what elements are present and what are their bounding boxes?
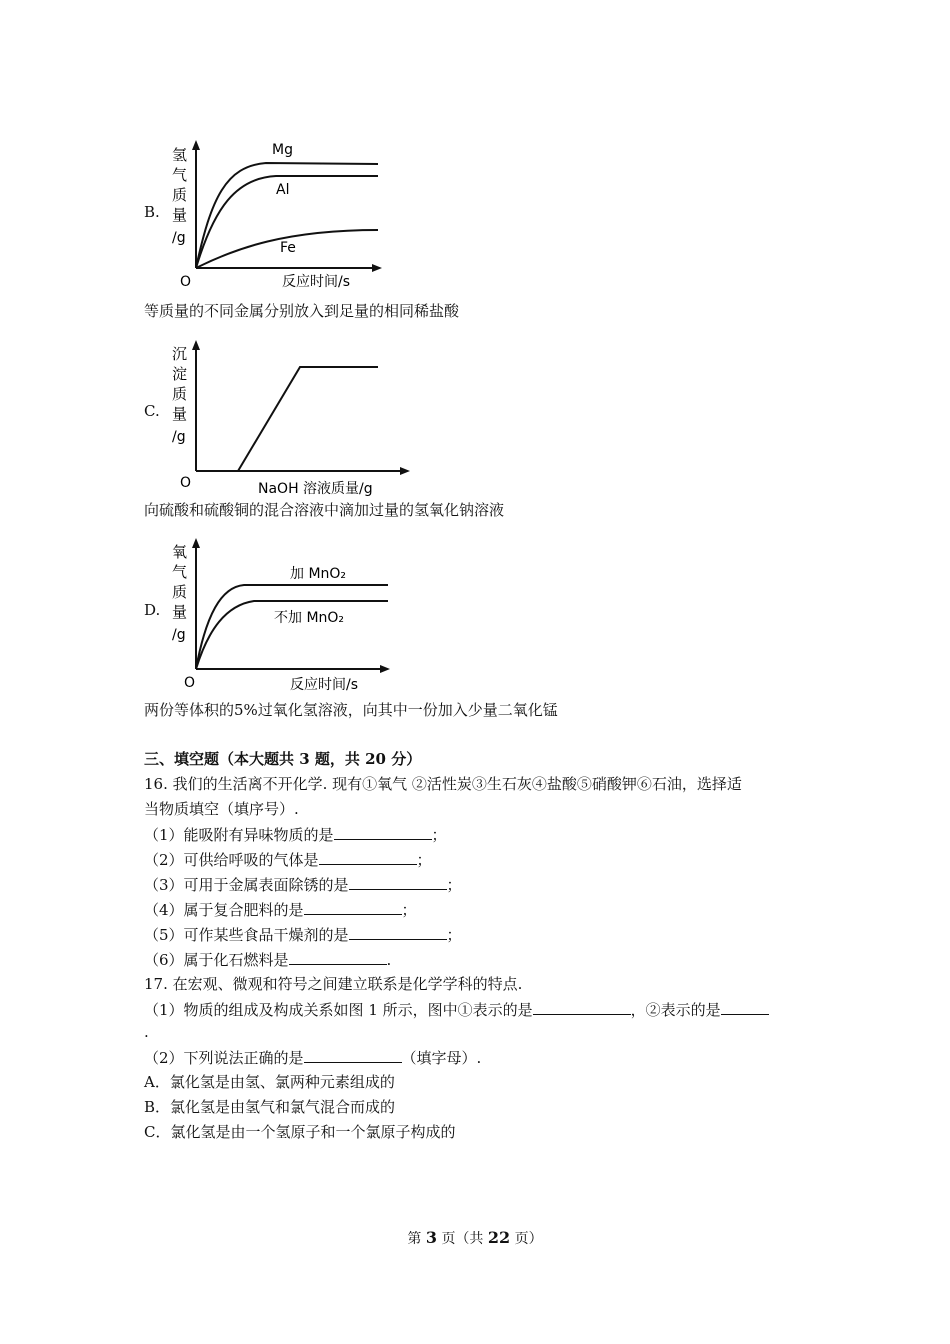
footer-pre: 第 xyxy=(407,1231,422,1247)
answer-blank[interactable] xyxy=(319,849,417,865)
ylabel-b-4: /g xyxy=(172,230,186,246)
xlabel-d: 反应时间/s xyxy=(290,677,359,693)
ylabel-c-0: 沉 xyxy=(172,345,188,363)
q16-item-6-end: . xyxy=(386,951,392,969)
ylabel-c-2: 质 xyxy=(172,385,188,403)
xlabel-b: 反应时间/s xyxy=(282,274,351,290)
x-arrow-b xyxy=(372,264,382,272)
ylabel-c-4: /g xyxy=(172,429,186,445)
x-arrow-d xyxy=(380,665,390,673)
answer-blank[interactable] xyxy=(304,899,402,915)
q17-line1: 17. 在宏观、微观和符号之间建立联系是化学学科的特点. xyxy=(144,975,523,993)
ylabel-c-3: 量 xyxy=(172,405,188,423)
q16-item-2-text: （2）可供给呼吸的气体是 xyxy=(144,851,319,869)
ylabel-d-1: 气 xyxy=(172,563,188,581)
caption-c: 向硫酸和硫酸铜的混合溶液中滴加过量的氢氧化钠溶液 xyxy=(144,501,505,519)
q16-item-2-end: ； xyxy=(416,851,432,869)
q17-option-b: B．氯化氢是由氢气和氯气混合而成的 xyxy=(144,1098,396,1116)
q16-item-4-end: ； xyxy=(401,901,417,919)
footer-post: 页） xyxy=(514,1231,543,1247)
q16-item-1-end: ； xyxy=(431,826,447,844)
q16-item-4-text: （4）属于复合肥料的是 xyxy=(144,901,304,919)
ylabel-d-0: 氧 xyxy=(172,543,188,561)
q16-item-2 xyxy=(144,849,432,870)
footer-total-pages: 22 xyxy=(487,1228,511,1247)
q16-item-4 xyxy=(144,899,417,920)
ylabel-b-1: 气 xyxy=(172,166,188,184)
footer-page-number: 3 xyxy=(425,1228,437,1247)
q17-part1-b: ，②表示的是 xyxy=(630,1001,721,1019)
q16-item-5-text: （5）可作某些食品干燥剂的是 xyxy=(144,926,349,944)
ylabel-c-1: 淀 xyxy=(172,365,188,383)
answer-blank[interactable] xyxy=(289,949,387,965)
origin-d: O xyxy=(184,675,196,691)
ylabel-b-0: 氢 xyxy=(172,146,188,164)
curve-label-without: 不加 MnO₂ xyxy=(274,610,345,626)
curve-label-al: Al xyxy=(276,182,290,198)
curve-label-fe: Fe xyxy=(280,240,296,256)
q16-line1: 16. 我们的生活离不开化学. 现有①氧气 ②活性炭③生石灰④盐酸⑤硝酸钾⑥石油，选择适 xyxy=(144,775,742,793)
curve-label-with: 加 MnO₂ xyxy=(290,566,347,582)
origin-b: O xyxy=(180,274,192,290)
section-heading: 三、填空题（本大题共 3 题，共 20 分） xyxy=(144,750,422,768)
answer-blank[interactable] xyxy=(349,874,447,890)
q16-item-1-text: （1）能吸附有异味物质的是 xyxy=(144,826,334,844)
y-arrow-b xyxy=(192,140,200,150)
q16-item-1 xyxy=(144,824,447,845)
q16-item-6 xyxy=(144,949,391,970)
q16-item-5-end: ； xyxy=(446,926,462,944)
option-letter-b: B. xyxy=(144,203,160,221)
q16-item-3-text: （3）可用于金属表面除锈的是 xyxy=(144,876,349,894)
y-arrow-d xyxy=(192,538,200,548)
ylabel-b-2: 质 xyxy=(172,186,188,204)
curve-precipitate xyxy=(238,367,378,471)
answer-blank[interactable] xyxy=(349,924,447,940)
option-letter-d: D. xyxy=(144,601,161,619)
q16-line2: 当物质填空（填序号）. xyxy=(144,800,299,818)
ylabel-d-2: 质 xyxy=(172,583,188,601)
figure-c xyxy=(166,337,416,503)
q16-item-3 xyxy=(144,874,462,895)
q17-part1-end: . xyxy=(144,1023,149,1041)
q17-part1 xyxy=(144,999,769,1020)
ylabel-d-4: /g xyxy=(172,627,186,643)
figure-d xyxy=(166,535,396,699)
xlabel-c: NaOH 溶液质量/g xyxy=(258,481,373,497)
q16-item-6-text: （6）属于化石燃料是 xyxy=(144,951,289,969)
q17-part2 xyxy=(144,1047,481,1068)
origin-c: O xyxy=(180,475,192,491)
y-arrow-c xyxy=(192,340,200,350)
q16-item-3-end: ； xyxy=(446,876,462,894)
option-letter-c: C. xyxy=(144,402,160,420)
answer-blank[interactable] xyxy=(334,824,432,840)
caption-d: 两份等体积的5%过氧化氢溶液，向其中一份加入少量二氧化锰 xyxy=(144,701,558,719)
curve-label-mg: Mg xyxy=(272,142,293,158)
answer-blank[interactable] xyxy=(533,999,631,1015)
figure-b xyxy=(166,138,386,294)
answer-blank[interactable] xyxy=(304,1047,402,1063)
ylabel-b-3: 量 xyxy=(172,206,188,224)
caption-b: 等质量的不同金属分别放入到足量的相同稀盐酸 xyxy=(144,302,460,320)
q17-part2-a: （2）下列说法正确的是 xyxy=(144,1049,304,1067)
ylabel-d-3: 量 xyxy=(172,603,188,621)
q17-option-c: C．氯化氢是由一个氢原子和一个氯原子构成的 xyxy=(144,1123,456,1141)
x-arrow-c xyxy=(400,467,410,475)
q17-part2-b: （填字母）. xyxy=(401,1049,482,1067)
curve-with-mno2 xyxy=(196,585,388,669)
page-footer xyxy=(0,1228,950,1248)
q17-part1-a: （1）物质的组成及构成关系如图 1 所示，图中①表示的是 xyxy=(144,1001,533,1019)
q17-option-a: A．氯化氢是由氢、氯两种元素组成的 xyxy=(144,1073,395,1091)
footer-mid: 页（共 xyxy=(441,1231,484,1247)
q16-item-5 xyxy=(144,924,462,945)
answer-blank[interactable] xyxy=(721,999,769,1015)
